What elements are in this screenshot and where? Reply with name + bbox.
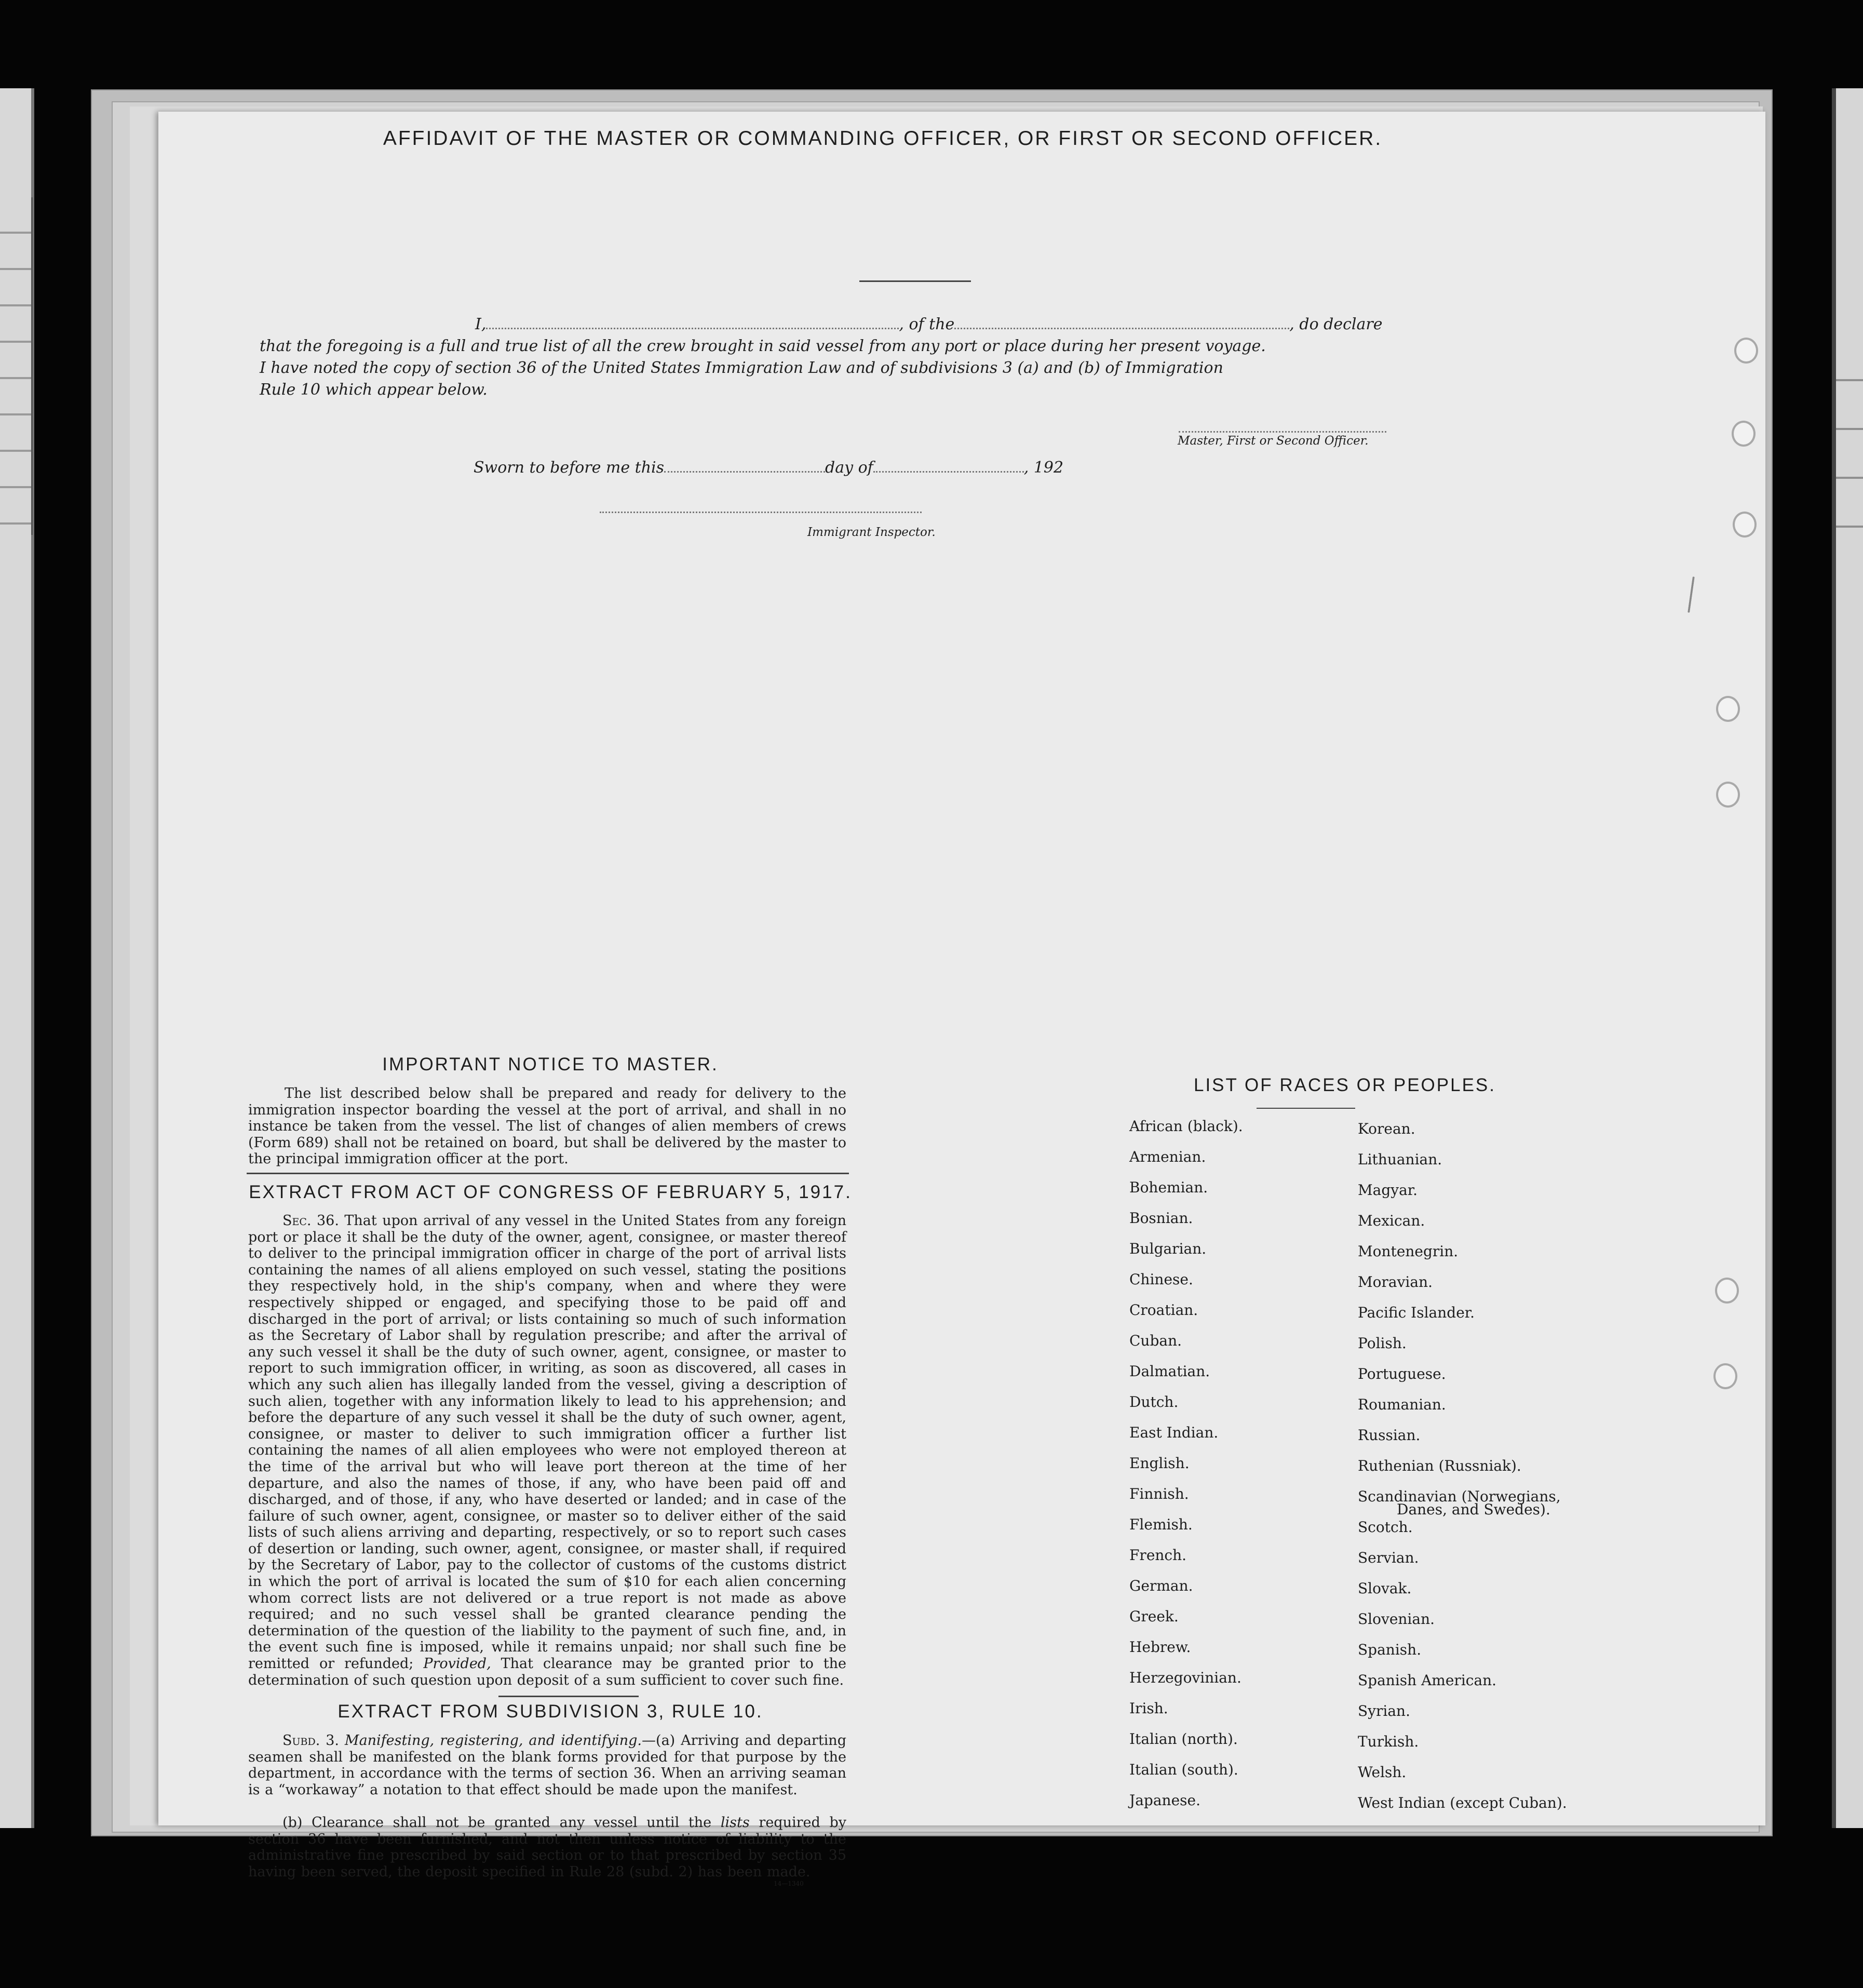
- act-text: [248, 1213, 846, 1688]
- pen-mark: [1688, 576, 1695, 613]
- race-item: Chinese.: [1129, 1271, 1193, 1288]
- punch-hole: [1716, 696, 1740, 722]
- race-item: Mexican.: [1358, 1212, 1425, 1229]
- affidavit-text-line: I have noted the copy of section 36 of the United States Immigration Law and of subdivisions 3 (a) and (b) of Immigration: [260, 359, 1223, 377]
- race-item: Magyar.: [1358, 1181, 1418, 1199]
- race-item: Scotch.: [1358, 1519, 1413, 1536]
- affidavit-declaration-line: [260, 314, 1418, 335]
- inspector-signature-blank: [600, 512, 922, 513]
- declaration-of-the: , of the: [899, 315, 955, 333]
- rule-para-b: [248, 1815, 846, 1880]
- race-item: Turkish.: [1358, 1733, 1419, 1750]
- race-item: Ruthenian (Russniak).: [1358, 1457, 1521, 1474]
- race-item: Dalmatian.: [1129, 1363, 1210, 1380]
- race-item: Dutch.: [1129, 1393, 1179, 1411]
- race-item: Moravian.: [1358, 1273, 1433, 1291]
- race-item: Syrian.: [1358, 1702, 1410, 1720]
- sworn-text: Sworn to before me this: [474, 459, 665, 477]
- race-item: Bulgarian.: [1129, 1240, 1207, 1257]
- race-item: Korean.: [1358, 1120, 1415, 1137]
- race-item: Scandinavian (Norwegians,: [1358, 1488, 1561, 1505]
- race-item: Welsh.: [1358, 1764, 1407, 1781]
- punch-hole: [1732, 421, 1756, 447]
- races-left-column: [1129, 1118, 1243, 1823]
- race-item: Montenegrin.: [1358, 1243, 1459, 1260]
- race-item: Cuban.: [1129, 1332, 1182, 1349]
- title-rule: [859, 280, 971, 282]
- punch-hole: [1734, 338, 1758, 364]
- race-item: Russian.: [1358, 1427, 1421, 1444]
- race-item: Slovak.: [1358, 1580, 1412, 1597]
- race-item: Bohemian.: [1129, 1179, 1208, 1196]
- rule-subd-label: Subd. 3.: [282, 1732, 339, 1749]
- rule-para-b-lists: lists: [720, 1815, 750, 1831]
- punch-hole: [1713, 1363, 1737, 1389]
- races-right-column: [1358, 1121, 1567, 1825]
- punch-hole: [1733, 512, 1757, 538]
- race-item: Polish.: [1358, 1335, 1407, 1352]
- declaration-i: I,: [475, 315, 487, 333]
- act-proviso-label: Provided,: [423, 1656, 491, 1672]
- race-item: French.: [1129, 1547, 1187, 1564]
- race-item: Spanish American.: [1358, 1672, 1497, 1689]
- race-item: Roumanian.: [1358, 1396, 1446, 1413]
- race-item: Herzegovinian.: [1129, 1669, 1241, 1686]
- signature-caption: Master, First or Second Officer.: [1178, 434, 1369, 448]
- race-item: Finnish.: [1129, 1485, 1189, 1502]
- race-item: Lithuanian.: [1358, 1151, 1442, 1168]
- rule-para-a: [248, 1732, 846, 1798]
- races-title-rule: [1257, 1108, 1355, 1109]
- act-section-body: That upon arrival of any vessel in the United States from any foreign port or place it shall be the duty of the owner, agent, consignee, or master thereof to deliver to the principal immigration officer in charge of the port of arrival lists containing the names of all aliens employed on such vessel, stating the positions they respectively hold, in the ship's company, when and where they were respectively shipped or engaged, and specifying those to be paid off and discharged in the port of arrival; or lists containing so much of such information as the Secretary of Labor shall by regulation prescribe; and after the arrival of any such vessel it shall be the duty of such owner, agent, consignee, or master to report to such immigration officer, in writing, as soon as discovered, all cases in which any such alien has illegally landed from the vessel, giving a description of such alien, together with any information likely to lead to his apprehension; and before the departure of any such vessel it shall be the duty of such owner, agent, consignee, or master to deliver to such immigration officer a further list containing the names of all alien employees who were not employed thereon at the time of the arrival but who will leave port thereon at the time of her departure, and also the names of those, if any, who have been paid off and discharged, and of those, if any, who have deserted or landed; and in case of the failure of such owner, agent, consignee, or master so to deliver either of the said lists of such aliens arriving and departing, respectively, or so to report such cases of desertion or landing, such owner, agent, consignee, or master shall, if required by the Secretary of Labor, pay to the collector of customs of the customs district in which the port of arrival is located the sum of $10 for each alien concerning whom correct lists are not delivered or a true report is not made as above required; and no such vessel shall be granted clearance pending the determination of the question of the liability to the payment of such fine, and, in the event such fine is imposed, while it remains unpaid; nor shall such fine be remitted or refunded;: [248, 1213, 846, 1672]
- section-rule: [498, 1696, 639, 1697]
- rule-subd-heading: Manifesting, registering, and identifying.: [344, 1732, 642, 1749]
- race-item: Croatian.: [1129, 1301, 1198, 1319]
- race-item: Armenian.: [1129, 1148, 1206, 1165]
- race-item: Irish.: [1129, 1700, 1168, 1717]
- sworn-month-blank: [873, 471, 1024, 473]
- affidavit-text-line: Rule 10 which appear below.: [260, 381, 488, 399]
- race-item: English.: [1129, 1455, 1190, 1472]
- notice-text: The list described below shall be prepared and ready for delivery to the immigration inspector boarding the vessel at the port of arrival, and shall in no instance be taken from the vessel. The list of changes of alien members of crews (Form 689) shall not be retained on board, but shall be delivered by the master to the principal immigration officer at the port.: [248, 1085, 846, 1167]
- race-item: Italian (north).: [1129, 1730, 1238, 1748]
- race-item: Servian.: [1358, 1549, 1419, 1566]
- act-title: EXTRACT FROM ACT OF CONGRESS OF FEBRUARY 5, 1917.: [249, 1182, 852, 1202]
- notice-title: IMPORTANT NOTICE TO MASTER.: [382, 1054, 719, 1074]
- act-proviso-text: That clearance may be granted prior to the determination of such question upon deposit of a sum sufficient to cover such fine.: [248, 1656, 846, 1688]
- race-item: East Indian.: [1129, 1424, 1219, 1441]
- rule-para-b-start: (b) Clearance shall not be granted any vessel until the: [282, 1815, 712, 1831]
- race-item: Spanish.: [1358, 1641, 1422, 1658]
- rule-para-b-end: required by section 36 have been furnished, and not then unless notice of liability to the administrative fine prescribed by said section or to that prescribed by section 35 having been served, the deposit specified in Rule 28 (subd. 2) has been made.: [248, 1815, 847, 1880]
- declaration-do-declare: , do declare: [1289, 315, 1383, 333]
- punch-hole: [1716, 782, 1740, 808]
- punch-hole: [1715, 1278, 1739, 1304]
- race-item: West Indian (except Cuban).: [1358, 1794, 1567, 1811]
- affidavit-text-line: that the foregoing is a full and true list of all the crew brought in said vessel from any port or place during her present voyage.: [260, 337, 1266, 355]
- race-item: Italian (south).: [1129, 1761, 1238, 1778]
- race-item: Japanese.: [1129, 1792, 1200, 1809]
- race-item: German.: [1129, 1577, 1193, 1594]
- affidavit-title: AFFIDAVIT OF THE MASTER OR COMMANDING OFFICER, OR FIRST OR SECOND OFFICER.: [383, 127, 1383, 150]
- sworn-line: [474, 457, 1097, 479]
- sworn-year: , 192: [1023, 459, 1064, 477]
- race-item: Bosnian.: [1129, 1210, 1193, 1227]
- race-item: Hebrew.: [1129, 1638, 1191, 1656]
- vessel-blank: [954, 328, 1289, 329]
- race-item: Portuguese.: [1358, 1365, 1446, 1382]
- adjacent-page-right-ruling: [1836, 332, 1863, 550]
- rule-para-a-text: —(a) Arriving and departing seamen shall be manifested on the blank forms provided for that purpose by the department, in accordance with the terms of section 36. When an arriving seaman is a “workaway” a notation to that effect should be made upon the manifest.: [248, 1732, 846, 1798]
- section-rule: [247, 1173, 849, 1174]
- race-item: African (black).: [1129, 1118, 1243, 1135]
- race-item: Slovenian.: [1358, 1610, 1435, 1628]
- inspector-caption: Immigrant Inspector.: [807, 526, 936, 539]
- form-number: 14—1340: [774, 1880, 804, 1887]
- rule-title: EXTRACT FROM SUBDIVISION 3, RULE 10.: [338, 1701, 763, 1722]
- race-item: Flemish.: [1129, 1516, 1193, 1533]
- race-item-continuation: Danes, and Swedes).: [1397, 1501, 1550, 1518]
- adjacent-page-left-ruling: [0, 197, 33, 535]
- sworn-day-of: day of: [825, 459, 873, 477]
- sworn-day-blank: [664, 471, 825, 473]
- act-section-label: Sec. 36.: [282, 1213, 339, 1229]
- race-item: Greek.: [1129, 1608, 1179, 1625]
- signature-blank: [1179, 431, 1386, 433]
- name-blank: [486, 328, 899, 329]
- race-item: Pacific Islander.: [1358, 1304, 1475, 1321]
- races-title: LIST OF RACES OR PEOPLES.: [1193, 1075, 1496, 1095]
